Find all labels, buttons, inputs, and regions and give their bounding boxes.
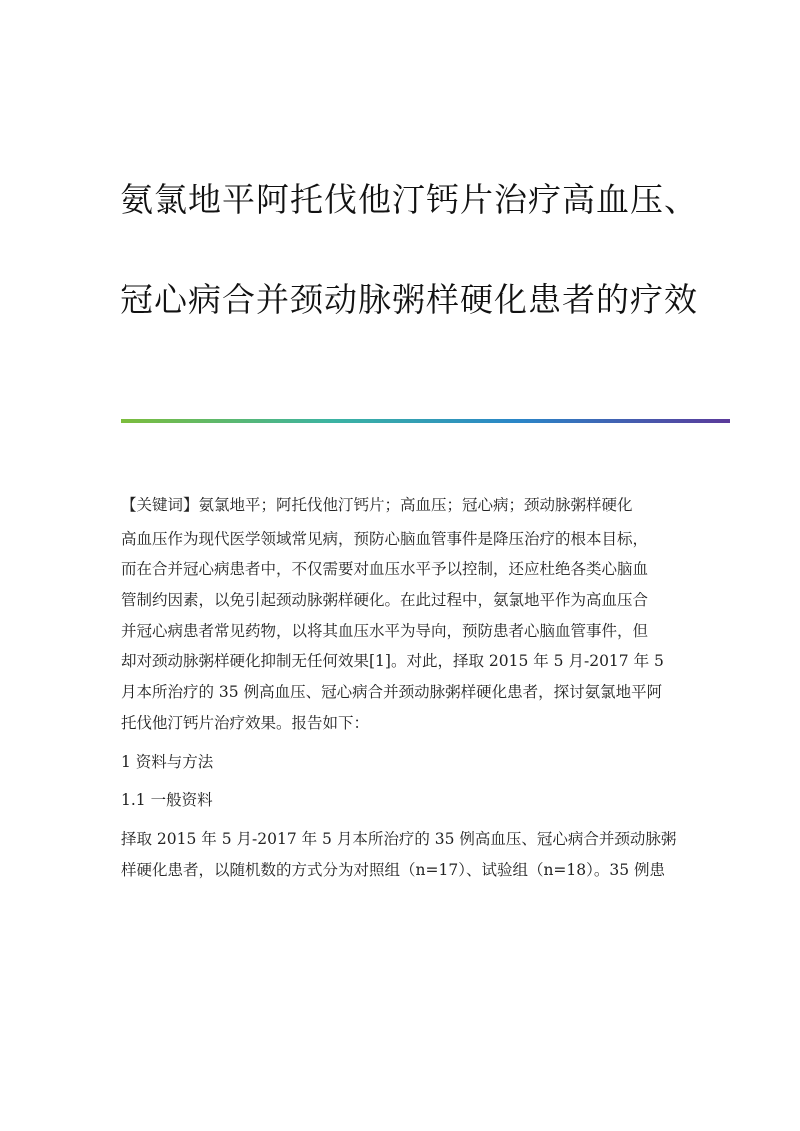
section-heading: 1 资料与方法 [121, 752, 214, 771]
intro-line: 托伐他汀钙片治疗效果。报告如下： [121, 713, 370, 732]
title-line-2: 冠心病合并颈动脉粥样硬化患者的疗效 [120, 280, 698, 319]
paper-body [121, 490, 691, 885]
intro-line: 月本所治疗的 35 例高血压、冠心病合并颈动脉粥样硬化患者，探讨氨氯地平阿 [121, 683, 663, 702]
title-line-1: 氨氯地平阿托伐他汀钙片治疗高血压、 [120, 180, 698, 219]
general-line: 择取 2015 年 5 月-2017 年 5 月本所治疗的 35 例高血压、冠心病合并颈动脉粥 [121, 829, 677, 848]
general-line: 样硬化患者，以随机数的方式分为对照组（n=17）、试验组（n=18）。35 例患 [121, 860, 666, 879]
intro-line: 高血压作为现代医学领域常见病，预防心脑血管事件是降压治疗的根本目标， [121, 529, 649, 548]
subsection-heading: 1.1 一般资料 [121, 791, 213, 810]
intro-line: 却对颈动脉粥样硬化抑制无任何效果[1]。对此，择取 2015 年 5 月-2017 年 5 [121, 652, 664, 671]
intro-line: 并冠心病患者常见药物，以将其血压水平为导向，预防患者心脑血管事件，但 [121, 621, 649, 640]
intro-line: 管制约因素，以免引起颈动脉粥样硬化。在此过程中，氨氯地平作为高血压合 [121, 591, 649, 610]
intro-line: 而在合并冠心病患者中，不仅需要对血压水平予以控制，还应杜绝各类心脑血 [121, 560, 649, 579]
paper-title [120, 150, 740, 350]
keywords: 【关键词】氨氯地平；阿托伐他汀钙片；高血压；冠心病；颈动脉粥样硬化 [121, 496, 633, 514]
gradient-divider [121, 419, 730, 423]
